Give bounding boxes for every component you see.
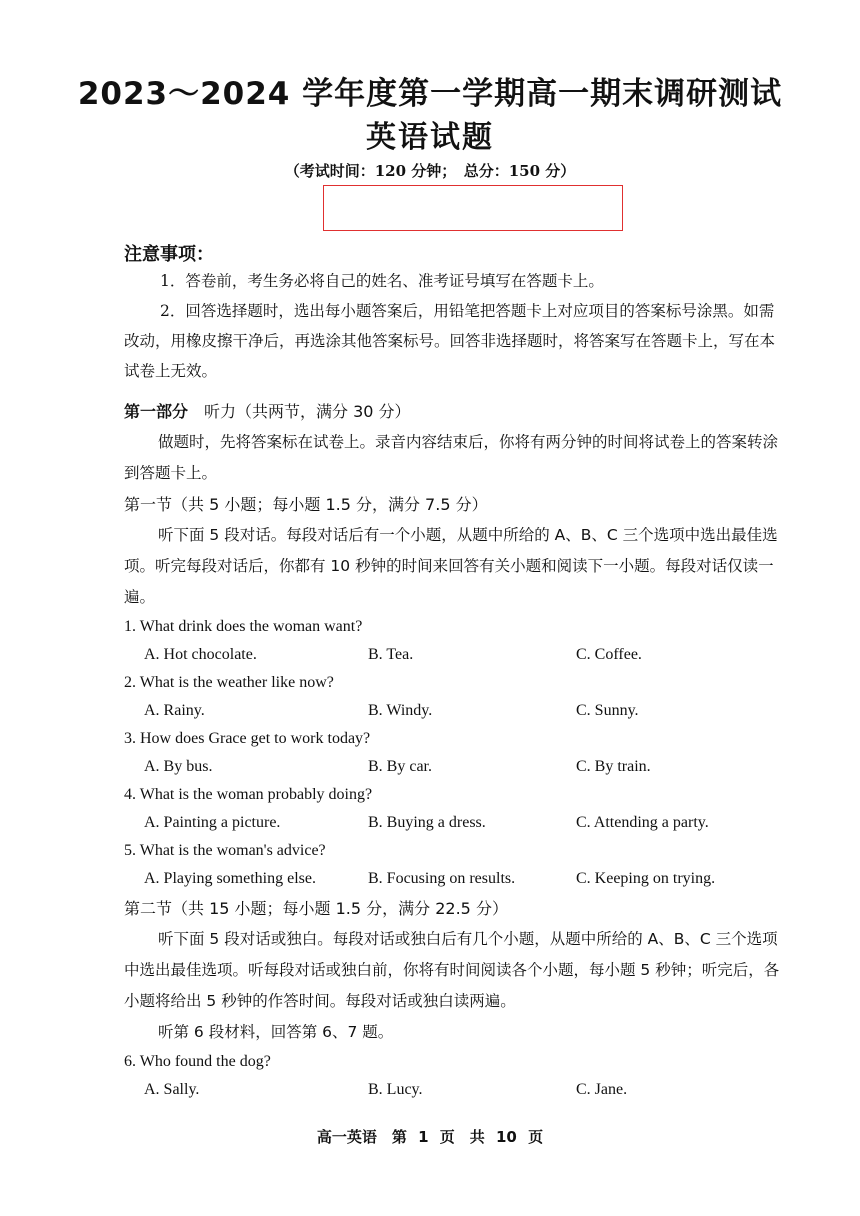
- option-b: B. By car.: [368, 758, 432, 775]
- option-c: C. Jane.: [576, 1081, 628, 1098]
- question-list: [124, 1048, 788, 1104]
- exam-subtitle: 英语试题: [366, 120, 494, 155]
- section-title: 第二节（共 15 小题；每小题 1.5 分，满分 22.5 分）: [124, 899, 508, 918]
- section-instruction: 听下面 5 段对话。每段对话后有一个小题，从题中所给的 A、B、C 三个选项中选出最佳选项。听完每段对话后，你都有 10 秒钟的时间来回答有关小题和阅读下一小题。每段对话仅读一遍。: [124, 526, 778, 606]
- question-text: 5. What is the woman's advice?: [124, 842, 326, 859]
- question-options: [124, 809, 788, 837]
- question-text: 4. What is the woman probably doing?: [124, 786, 373, 803]
- option-a: A. Painting a picture.: [144, 814, 281, 831]
- question-options: [124, 753, 788, 781]
- listening-part: [124, 396, 788, 1104]
- highlight-box: [323, 185, 623, 231]
- section-title: 第一节（共 5 小题；每小题 1.5 分，满分 7.5 分）: [124, 495, 488, 514]
- option-b: B. Tea.: [368, 646, 414, 663]
- option-a: A. Hot chocolate.: [144, 646, 257, 663]
- option-b: B. Buying a dress.: [368, 814, 486, 831]
- material-instruction: 听第 6 段材料，回答第 6、7 题。: [158, 1023, 394, 1041]
- option-c: C. Keeping on trying.: [576, 870, 716, 887]
- option-a: A. Sally.: [144, 1081, 200, 1098]
- option-c: C. Coffee.: [576, 646, 642, 663]
- option-b: B. Lucy.: [368, 1081, 423, 1098]
- option-a: A. Playing something else.: [144, 870, 316, 887]
- question-text: 2. What is the weather like now?: [124, 674, 334, 691]
- option-a: A. Rainy.: [144, 702, 205, 719]
- option-b: B. Windy.: [368, 702, 433, 719]
- option-a: A. By bus.: [144, 758, 213, 775]
- section-instruction: 听下面 5 段对话或独白。每段对话或独白后有几个小题，从题中所给的 A、B、C 三个选项中选出最佳选项。听每段对话或独白前，你将有时间阅读各个小题，每小题 5 秒钟；听完后，各小题将给出 5 秒钟的作答时间。每段对话或独白读两遍。: [124, 930, 780, 1010]
- question-options: [124, 641, 788, 669]
- question-options: [124, 697, 788, 725]
- question-options: [124, 1076, 788, 1104]
- question-text: 6. Who found the dog?: [124, 1053, 271, 1070]
- page-footer: 高一英语 第 1 页 共 10 页: [316, 1128, 544, 1146]
- option-c: C. Attending a party.: [576, 814, 709, 831]
- question-text: 1. What drink does the woman want?: [124, 618, 363, 635]
- option-c: C. Sunny.: [576, 702, 639, 719]
- question-options: [124, 865, 788, 893]
- notice-item: 2．回答选择题时，选出每小题答案后，用铅笔把答题卡上对应项目的答案标号涂黑。如需改动，用橡皮擦干净后，再选涂其他答案标号。回答非选择题时，将答案写在答题卡上，写在本试卷上无效。: [124, 302, 776, 380]
- exam-title: 2023～2024 学年度第一学期高一期末调研测试: [77, 76, 783, 112]
- question-text: 3. How does Grace get to work today?: [124, 730, 371, 747]
- part-title: [124, 396, 788, 427]
- part-label: 第一部分: [124, 402, 189, 421]
- part-instruction: 做题时，先将答案标在试卷上。录音内容结束后，你将有两分钟的时间将试卷上的答案转涂到答题卡上。: [124, 433, 779, 482]
- exam-time-score: （考试时间：120 分钟； 总分：150 分）: [284, 162, 576, 180]
- question-list: [124, 613, 788, 893]
- notice-list: [124, 266, 784, 386]
- part-title-rest: 听力（共两节，满分 30 分）: [188, 402, 411, 421]
- notice-heading: 注意事项：: [124, 244, 214, 265]
- option-c: C. By train.: [576, 758, 651, 775]
- option-b: B. Focusing on results.: [368, 870, 516, 887]
- notice-item: 1．答卷前，考生务必将自己的姓名、准考证号填写在答题卡上。: [160, 272, 604, 290]
